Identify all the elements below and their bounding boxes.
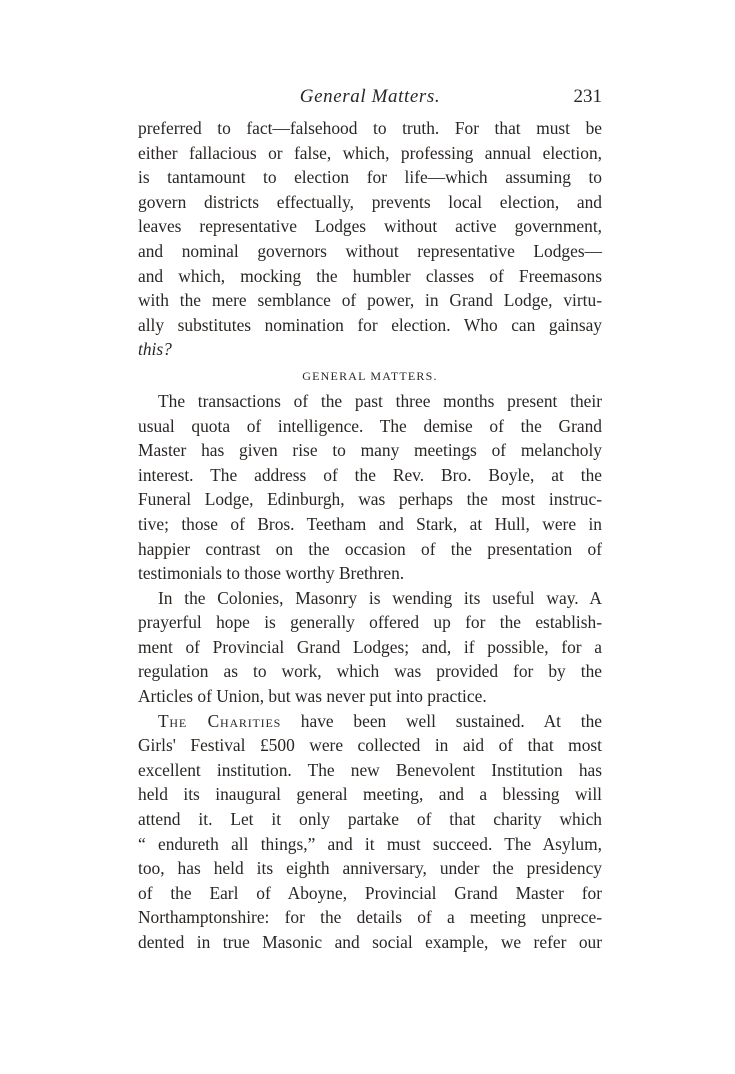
text-line [138, 709, 602, 734]
section-heading: GENERAL MATTERS. [302, 368, 438, 383]
text-line: preferred to fact—falsehood to truth. For that must be [138, 118, 602, 138]
text-line: ally substitutes nomination for election. Who can gainsay [138, 314, 602, 335]
text-line: this? [138, 339, 172, 360]
text-line: of the Earl of Aboyne, Provincial Grand Master for [138, 882, 602, 903]
paragraph-continuation [138, 116, 602, 362]
text-line: either fallacious or false, which, professing annual election, [138, 142, 602, 163]
paragraph-charities [138, 709, 602, 955]
charities-lead: The Charities [158, 710, 282, 731]
text-line: leaves representative Lodges without active government, [138, 216, 602, 237]
text-line: regulation as to work, which was provided for by the [138, 661, 602, 682]
body-text [138, 116, 602, 955]
book-page [138, 86, 602, 955]
text-line: The transactions of the past three months present their [158, 390, 602, 411]
text-line: Master has given rise to many meetings of melancholy [138, 440, 602, 461]
text-line: happier contrast on the occasion of the presentation of [138, 538, 602, 559]
text-line: held its inaugural general meeting, and a blessing will [138, 784, 602, 805]
text-line: excellent institution. The new Benevolent Institution has [138, 759, 602, 780]
running-title: General Matters. [299, 86, 441, 107]
text-line: Articles of Union, but was never put into practice. [138, 686, 487, 707]
text-line: ment of Provincial Grand Lodges; and, if possible, for a [138, 636, 602, 657]
text-line: In the Colonies, Masonry is wending its useful way. A [158, 587, 602, 608]
text-line: Girls' Festival £500 were collected in aid of that most [138, 735, 602, 756]
page-number: 231 [573, 86, 602, 107]
text-line: is tantamount to election for life—which assuming to [138, 167, 602, 188]
text-line: usual quota of intelligence. The demise of the Grand [138, 415, 602, 436]
text-line: interest. The address of the Rev. Bro. Boyle, at the [138, 464, 602, 485]
text-line: with the mere semblance of power, in Grand Lodge, virtu- [138, 290, 602, 311]
text-line: and which, mocking the humbler classes of Freemasons [138, 265, 602, 286]
text-line: Funeral Lodge, Edinburgh, was perhaps the most instruc- [138, 489, 602, 510]
text-line: and nominal governors without representative Lodges— [138, 240, 602, 261]
text-line: attend it. Let it only partake of that charity which [138, 809, 602, 830]
text-line: govern districts effectually, prevents local election, and [138, 191, 602, 212]
text-line: dented in true Masonic and social example, we refer our [138, 932, 602, 952]
text-fragment: have been well sustained. At the [281, 710, 602, 731]
text-line: “ endureth all things,” and it must succeed. The Asylum, [138, 833, 602, 854]
text-line: too, has held its eighth anniversary, under the presidency [138, 858, 602, 879]
text-line: tive; those of Bros. Teetham and Stark, at Hull, were in [138, 513, 602, 534]
text-line: testimonials to those worthy Brethren. [138, 563, 405, 584]
text-line: Northamptonshire: for the details of a meeting unprece- [138, 907, 602, 928]
paragraph-colonies [138, 586, 602, 709]
running-head [138, 86, 602, 116]
paragraph-transactions [138, 389, 602, 586]
text-line: prayerful hope is generally offered up for the establish- [138, 612, 602, 633]
